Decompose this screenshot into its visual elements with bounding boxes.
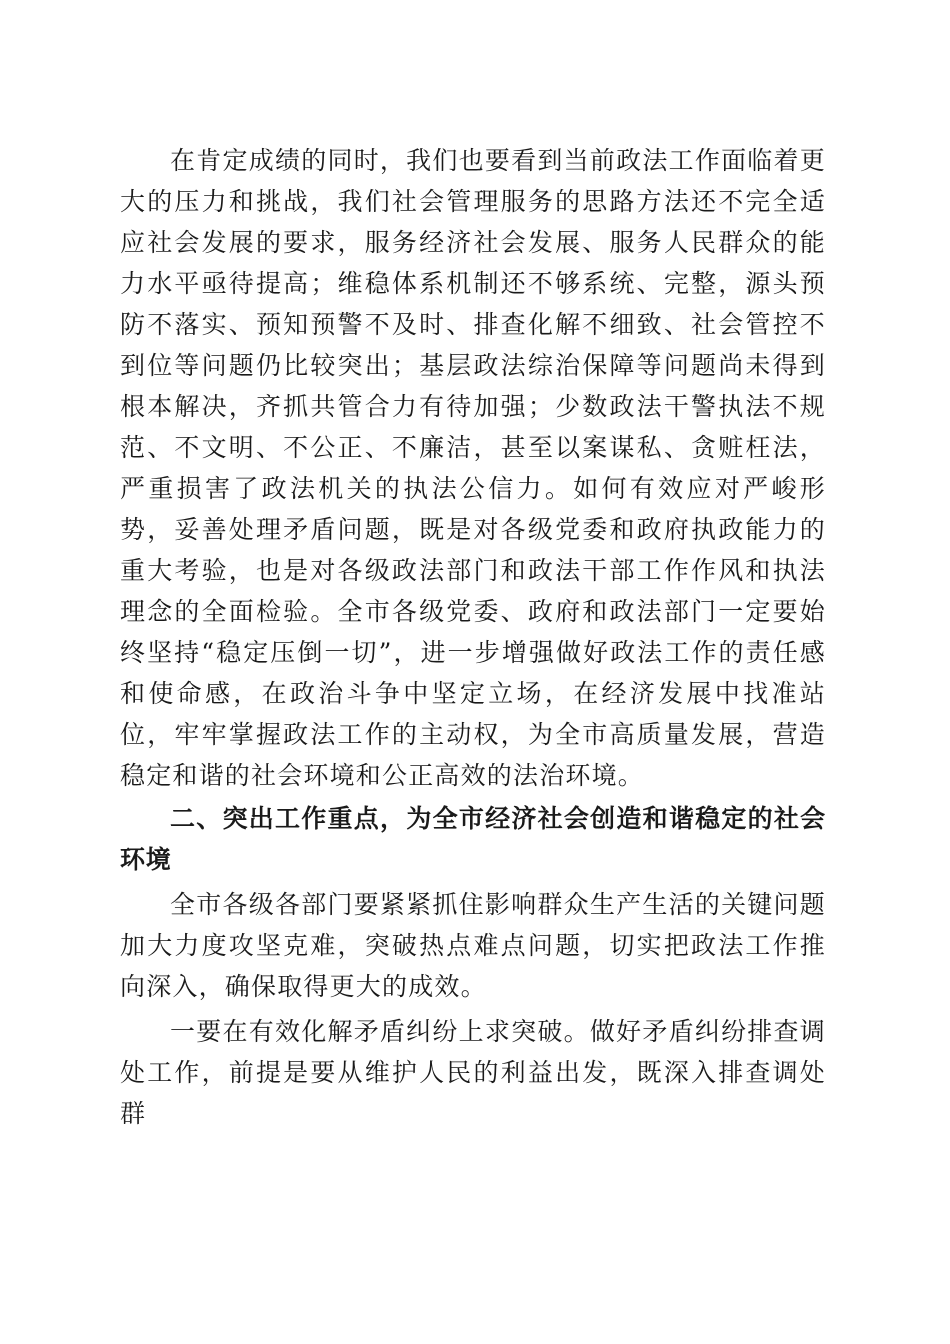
- paragraph-point-one: 一要在有效化解矛盾纠纷上求突破。做好矛盾纠纷排查调处工作，前提是要从维护人民的利益出发，既深入排查调处群: [120, 1017, 826, 1128]
- document-body: [120, 140, 826, 1134]
- paragraph-intro: 全市各级各部门要紧紧抓住影响群众生产生活的关键问题加大力度攻坚克难，突破热点难点问题，切实把政法工作推向深入，确保取得更大的成效。: [120, 890, 826, 1001]
- paragraph-challenges: 在肯定成绩的同时，我们也要看到当前政法工作面临着更大的压力和挑战，我们社会管理服务的思路方法还不完全适应社会发展的要求，服务经济社会发展、服务人民群众的能力水平亟待提高；维稳体系机制还不够系统、完整，源头预防不落实、预知预警不及时、排查化解不细致、社会管控不到位等问题仍比较突出；基层政法综治保障等问题尚未得到根本解决，齐抓共管合力有待加强；少数政法干警执法不规范、不文明、不公正、不廉洁，甚至以案谋私、贪赃枉法，严重损害了政法机关的执法公信力。如何有效应对严峻形势，妥善处理矛盾问题，既是对各级党委和政府执政能力的重大考验，也是对各级政法部门和政法干部工作作风和执法理念的全面检验。全市各级党委、政府和政法部门一定要始终坚持“稳定压倒一切”，进一步增强做好政法工作的责任感和使命感，在政治斗争中坚定立场，在经济发展中找准站位，牢牢掌握政法工作的主动权，为全市高质量发展，营造稳定和谐的社会环境和公正高效的法治环境。: [120, 146, 826, 790]
- section-heading: 二、突出工作重点，为全市经济社会创造和谐稳定的社会环境: [120, 804, 826, 874]
